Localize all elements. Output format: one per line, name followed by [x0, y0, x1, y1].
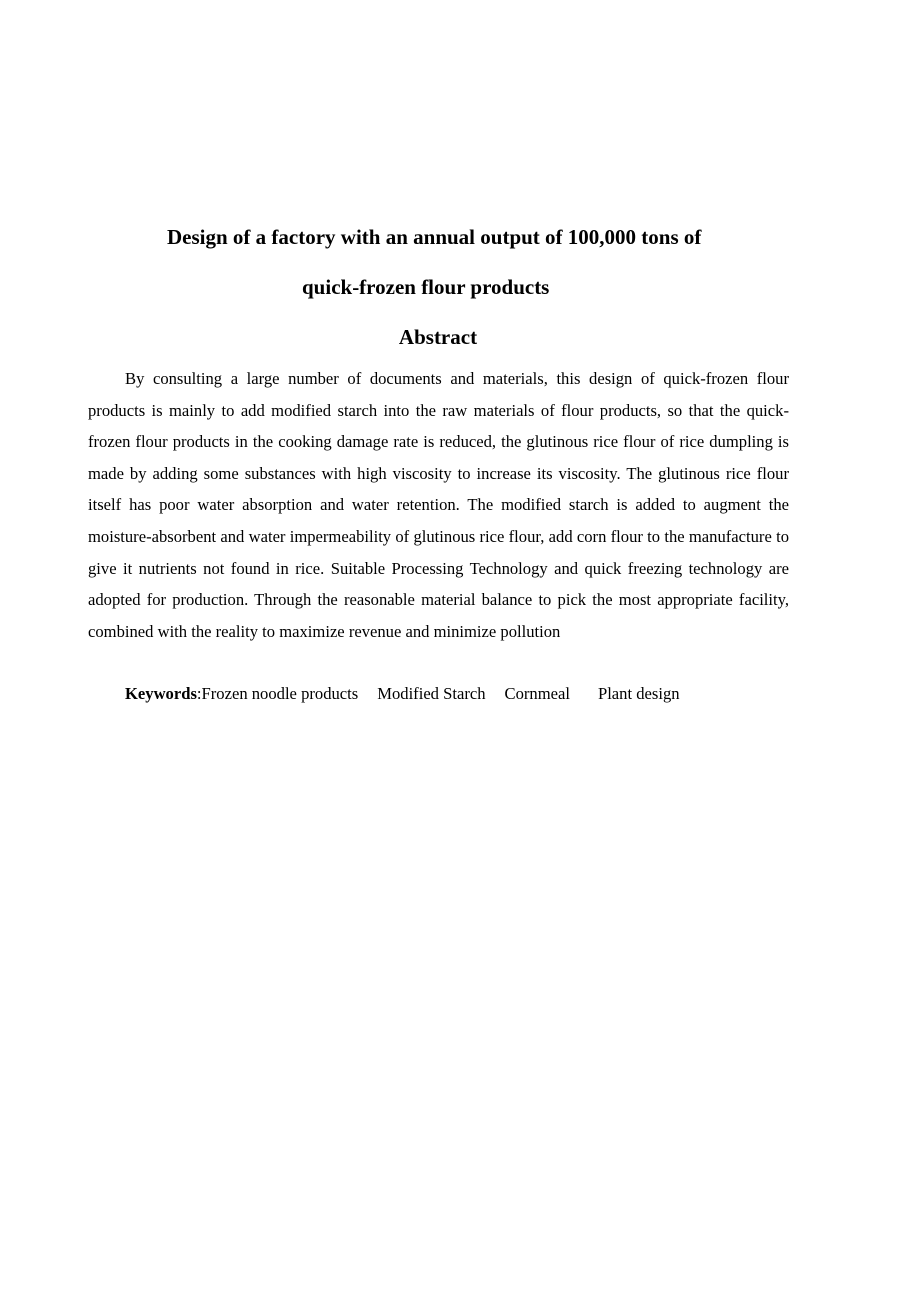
- keyword-item: Frozen noodle products: [201, 684, 359, 703]
- abstract-heading: Abstract: [398, 325, 478, 349]
- keywords-label: Keywords: [125, 684, 197, 703]
- abstract-body: By consulting a large number of documents and materials, this design of quick-frozen flour products is mainly to add modified starch into the raw materials of flour products, so that the quick-frozen flour products in the cooking damage rate is reduced, the glutinous rice flour of rice dumpling is made by adding some substances with high viscosity to increase its viscosity. The glutinous rice flour itself has poor water absorption and water retention. The modified starch is added to augment the moisture-absorbent and water impermeability of glutinous rice flour, add corn flour to the manufacture to give it nutrients not found in rice. Suitable Processing Technology and quick freezing technology are adopted for production. Through the reasonable material balance to pick the most appropriate facility, combined with the reality to maximize revenue and minimize pollution: [88, 369, 789, 641]
- paper-title-line-2: quick-frozen flour products: [302, 275, 550, 299]
- keywords-separator: :: [196, 684, 202, 703]
- keyword-item: Cornmeal: [504, 684, 570, 703]
- keywords-line: [125, 678, 680, 710]
- paper-title-line-1: Design of a factory with an annual output of 100,000 tons of: [167, 225, 702, 249]
- keyword-item: Plant design: [597, 684, 680, 703]
- keyword-item: Modified Starch: [377, 684, 486, 703]
